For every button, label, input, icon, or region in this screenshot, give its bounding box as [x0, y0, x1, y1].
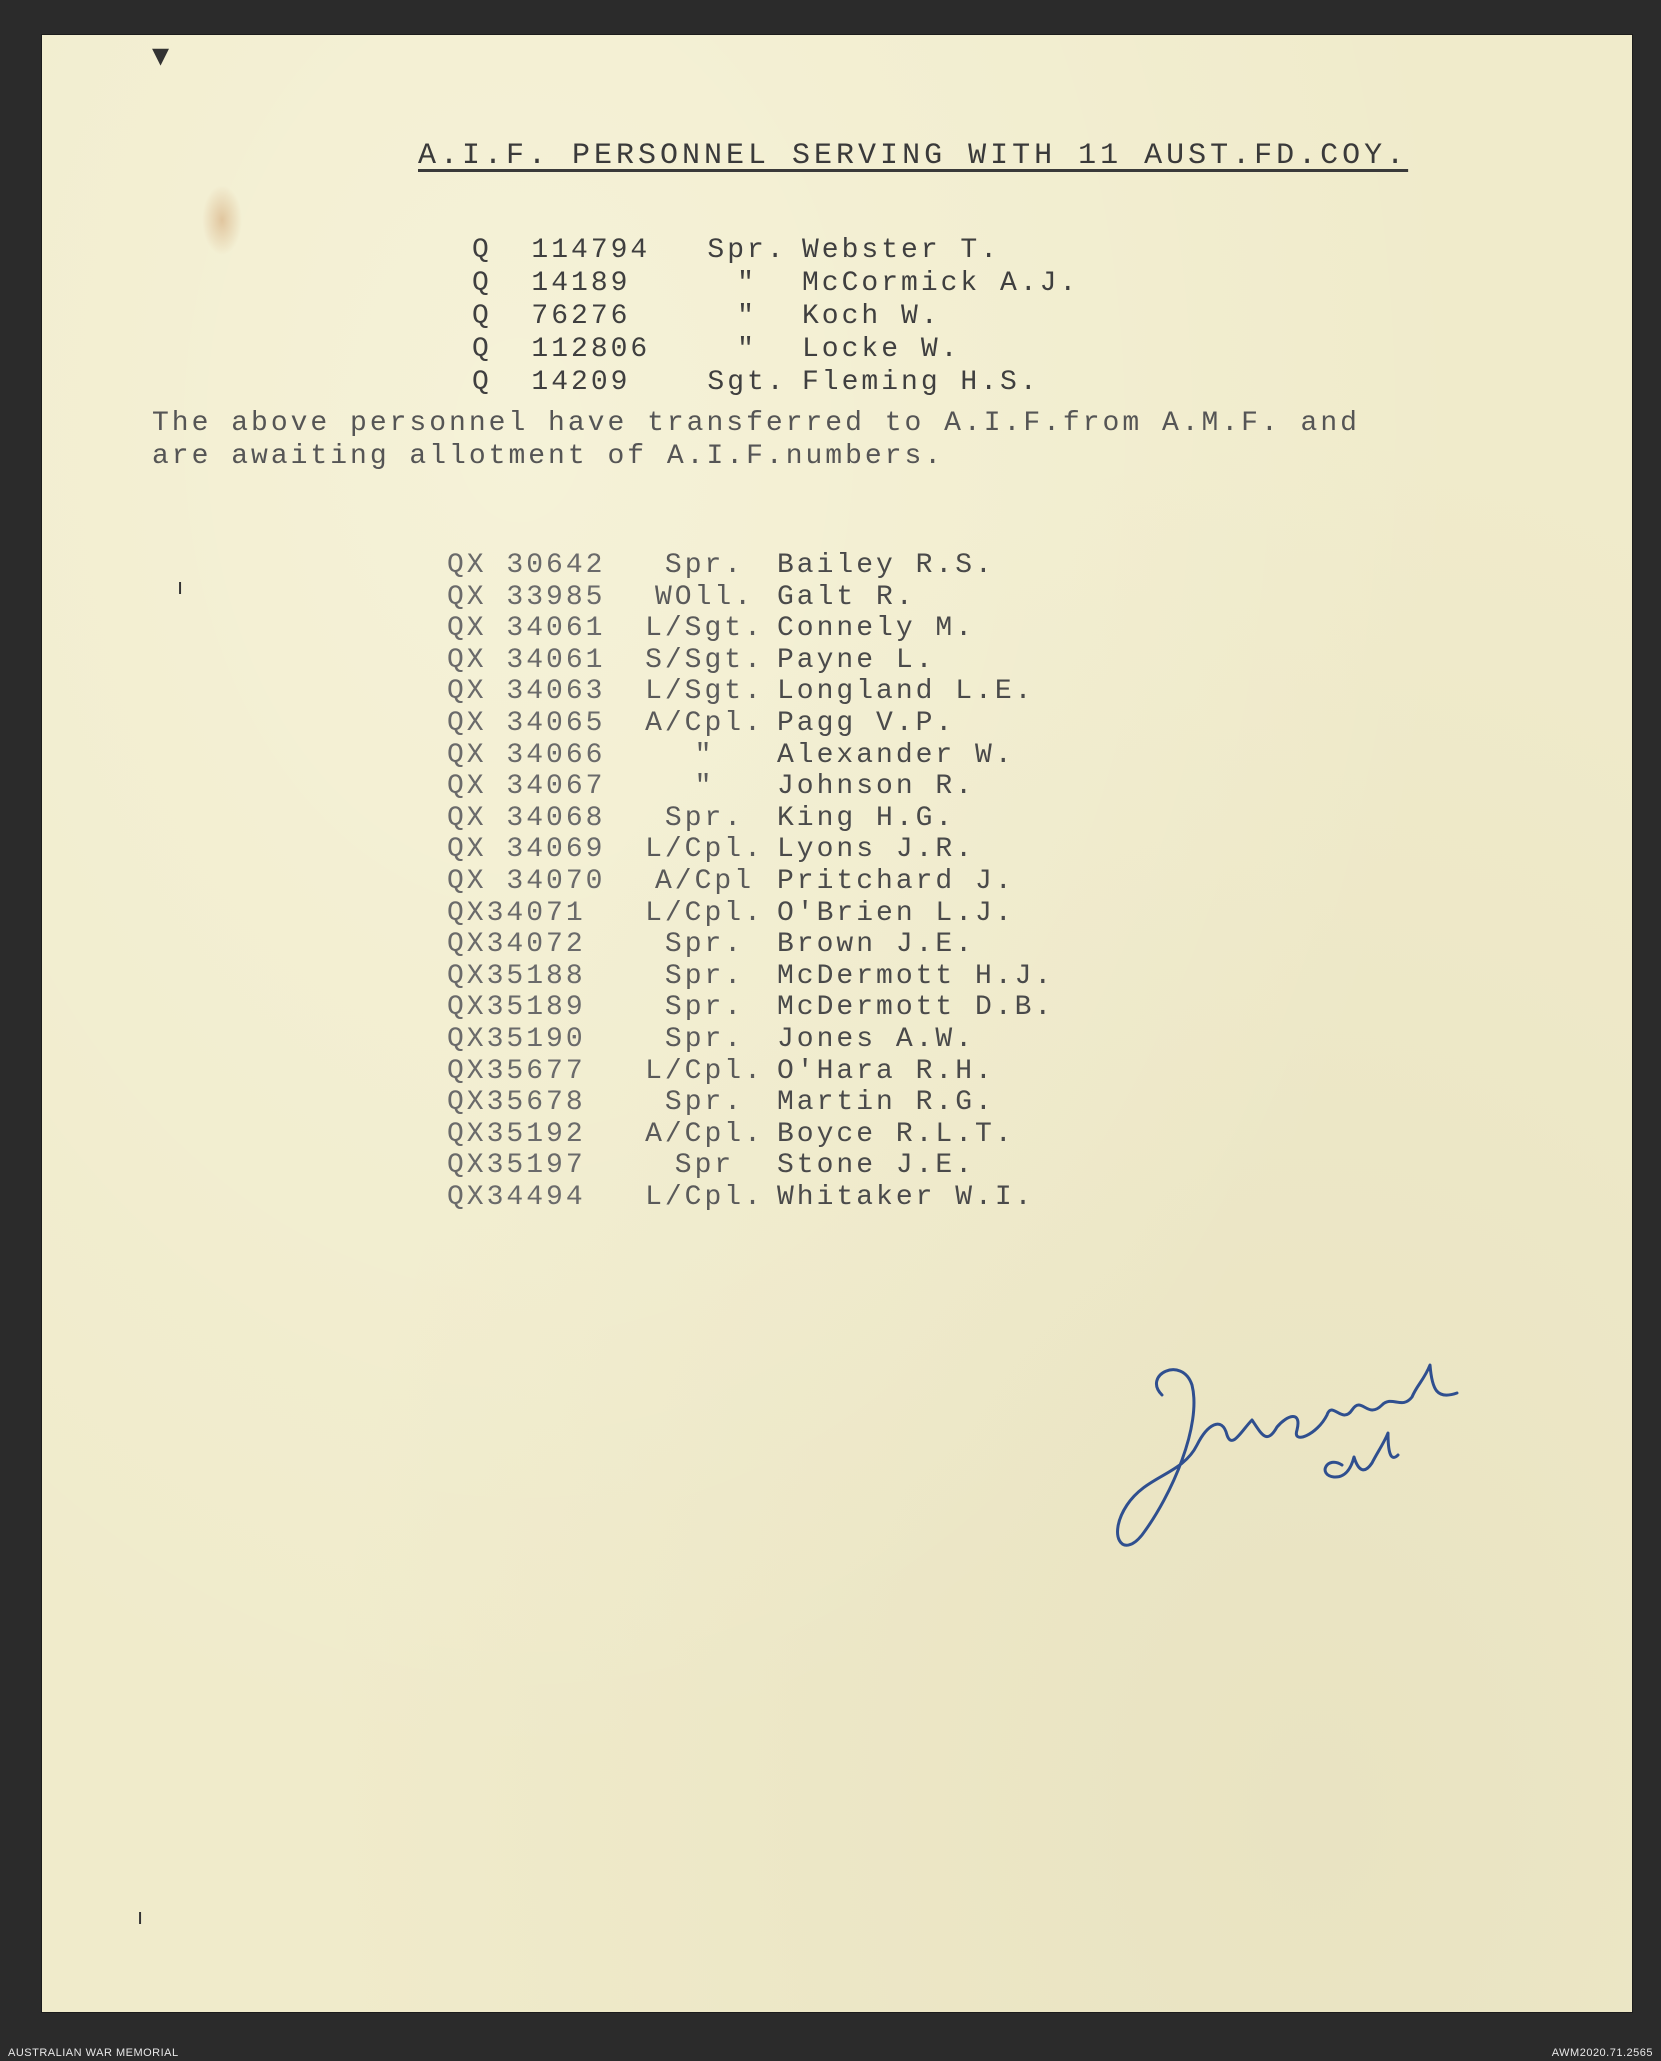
- page-title: A.I.F. PERSONNEL SERVING WITH 11 AUST.FD.COY.: [418, 139, 1409, 173]
- service-name: Stone J.E.: [777, 1150, 976, 1182]
- service-name: O'Brien L.J.: [777, 897, 1015, 929]
- service-name: McDermott H.J.: [777, 960, 1055, 992]
- service-name: Galt R.: [777, 581, 916, 613]
- service-name: Whitaker W.I.: [777, 1181, 1035, 1213]
- service-name: McCormick A.J.: [802, 268, 1080, 299]
- service-rank: Spr.: [664, 992, 745, 1024]
- punch-mark-bottom: ı: [137, 1905, 144, 1930]
- document-page: [42, 35, 1632, 2012]
- service-number: QX 34070: [447, 865, 606, 897]
- service-number: QX 34061: [447, 613, 606, 645]
- service-name: Pritchard J.: [777, 865, 1015, 897]
- service-name: Longland L.E.: [777, 676, 1035, 708]
- service-number: QX 34067: [447, 771, 606, 803]
- service-name: Locke W.: [802, 334, 961, 365]
- service-name: McDermott D.B.: [777, 992, 1055, 1024]
- service-name: Jones A.W.: [777, 1023, 976, 1055]
- service-name: Webster T.: [802, 235, 1001, 266]
- service-name: O'Hara R.H.: [777, 1055, 995, 1087]
- service-name: Martin R.G.: [777, 1087, 995, 1119]
- service-rank: L/Cpl.: [645, 1181, 764, 1213]
- service-rank: A/Cpl.: [645, 1118, 764, 1150]
- footer-credit: AUSTRALIAN WAR MEMORIAL: [8, 2047, 179, 2059]
- service-number: QX 34066: [447, 739, 606, 771]
- footer-accession-number: AWM2020.71.2565: [1551, 2047, 1653, 2059]
- service-name: Payne L.: [777, 644, 936, 676]
- service-rank: Spr.: [664, 802, 745, 834]
- service-name: Johnson R.: [777, 771, 976, 803]
- service-name: Brown J.E.: [777, 929, 976, 961]
- service-rank: Spr: [674, 1150, 735, 1182]
- service-rank: Spr.: [664, 550, 745, 581]
- service-number: QX 30642: [447, 550, 606, 581]
- service-number: QX 34063: [447, 676, 606, 708]
- service-name: Boyce R.L.T.: [777, 1118, 1015, 1150]
- service-rank: ": [694, 771, 715, 803]
- service-number: QX 33985: [447, 581, 606, 613]
- service-number: QX34072: [447, 929, 586, 961]
- punch-mark: ı: [177, 575, 184, 600]
- service-number: Q 112806: [472, 334, 651, 365]
- service-number: Q 14189: [472, 268, 631, 299]
- service-name: Pagg V.P.: [777, 707, 956, 739]
- service-rank: A/Cpl.: [645, 707, 764, 739]
- service-rank: Spr.: [664, 960, 745, 992]
- service-rank: L/Cpl.: [645, 1055, 764, 1087]
- service-number: QX35678: [447, 1087, 586, 1119]
- service-rank: L/Sgt.: [645, 676, 764, 708]
- service-rank: WOll.: [654, 581, 754, 613]
- service-number: QX35677: [447, 1055, 586, 1087]
- service-rank: ": [737, 301, 757, 332]
- service-rank: Spr.: [664, 1087, 745, 1119]
- service-rank: L/Sgt.: [645, 613, 764, 645]
- service-name: King H.G.: [777, 802, 956, 834]
- service-number: QX34494: [447, 1181, 586, 1213]
- transfer-note: The above personnel have transferred to A.I.F.from A.M.F. and are awaiting allotment of A.I.F.numbers.: [152, 408, 1360, 472]
- service-number: QX35197: [447, 1150, 586, 1182]
- service-number: Q 76276: [472, 301, 631, 332]
- service-rank: Spr.: [664, 929, 745, 961]
- service-rank: L/Cpl.: [645, 897, 764, 929]
- service-rank: Spr.: [664, 1023, 745, 1055]
- service-number: QX 34068: [447, 802, 606, 834]
- service-number: QX 34069: [447, 834, 606, 866]
- service-name: Lyons J.R.: [777, 834, 976, 866]
- service-number: QX35192: [447, 1118, 586, 1150]
- service-number: QX 34065: [447, 707, 606, 739]
- paper-stain: [202, 185, 242, 255]
- service-number: QX34071: [447, 897, 586, 929]
- handwritten-signature: [1102, 1335, 1502, 1575]
- service-rank: L/Cpl.: [645, 834, 764, 866]
- service-rank: ": [694, 739, 715, 771]
- service-number: QX35189: [447, 992, 586, 1024]
- service-rank: A/Cpl: [654, 865, 754, 897]
- service-number: QX 34061: [447, 644, 606, 676]
- service-number: Q 114794: [472, 235, 651, 266]
- service-number: QX35190: [447, 1023, 586, 1055]
- edge-mark: ▾: [152, 35, 170, 75]
- service-rank: S/Sgt.: [645, 644, 764, 676]
- service-name: Alexander W.: [777, 739, 1015, 771]
- service-rank: ": [737, 334, 757, 365]
- service-number: Q 14209: [472, 367, 631, 398]
- service-name: Fleming H.S.: [802, 367, 1040, 398]
- service-rank: ": [737, 268, 757, 299]
- service-rank: Sgt.: [707, 367, 787, 398]
- service-name: Connely M.: [777, 613, 976, 645]
- service-rank: Spr.: [707, 235, 787, 266]
- service-name: Bailey R.S.: [777, 550, 995, 581]
- service-number: QX35188: [447, 960, 586, 992]
- service-name: Koch W.: [802, 301, 941, 332]
